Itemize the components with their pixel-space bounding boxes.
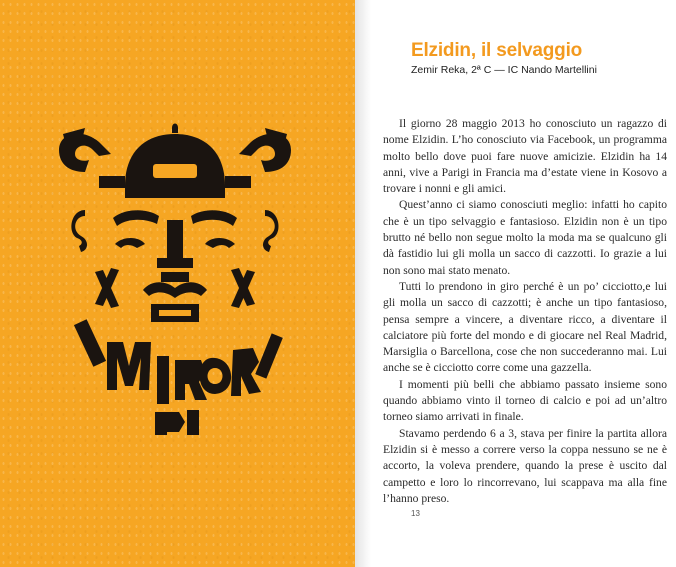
text-page — [371, 0, 676, 567]
story-paragraph: Quest’anno ci siamo conosciuti meglio: infatti ho capito che è un tipo selvaggio e fantasioso. Elzidin non è un tipo brutto né bello non segue molto la moda ma se qualcuno gli dà fastidio lui gli molla un sacco di cazzotti. Io grazie a lui non sono mai stato menato. — [383, 198, 667, 277]
story-paragraph: Tutti lo prendono in giro perché è un po’ cicciotto,e lui gli molla un sacco di cazzotti; è anche un tipo fantasioso, pensa sempre a vincere, a diventare ricco, a diventare il calciatore più forte del mondo e di giocare nel Real Madrid, Marsiglia o Barcellona, cose che non succederanno mai. Lui anche se è cicciotto corre come una gazzella. — [383, 279, 667, 375]
page-number: 13 — [411, 509, 420, 518]
story-title: Elzidin, il selvaggio — [411, 40, 583, 61]
viking-face-illustration — [55, 120, 295, 435]
story-paragraph: Il giorno 28 maggio 2013 ho conosciuto un ragazzo di nome Elzidin. L’ho conosciuto via Facebook, un programma molto bello dove puoi fare nuove amicizie. Elzidin ha 14 anni, vive a Parigi in Francia ma d’estate viene in Kosovo a trovare i nonni e gli amici. — [383, 117, 667, 196]
story-paragraph: Stavamo perdendo 6 a 3, stava per finire la partita allora Elzidin si è messo a correre verso la coppa nessuno se ne è accorto, la voleva prendere, quando la prese è uscito dal campetto e loro lo rincorrevano, lui scappava ma alla fine l’hanno preso. — [383, 426, 667, 505]
book-gutter — [355, 0, 371, 567]
story-paragraph: I momenti più belli che abbiamo passato insieme sono quando abbiamo vinto il torneo di calcio e poi ad un’altro torneo siamo arrivati in finale. — [383, 377, 667, 424]
story-byline: Zemir Reka, 2ª C — IC Nando Martellini — [411, 64, 597, 76]
story-body — [383, 116, 667, 507]
